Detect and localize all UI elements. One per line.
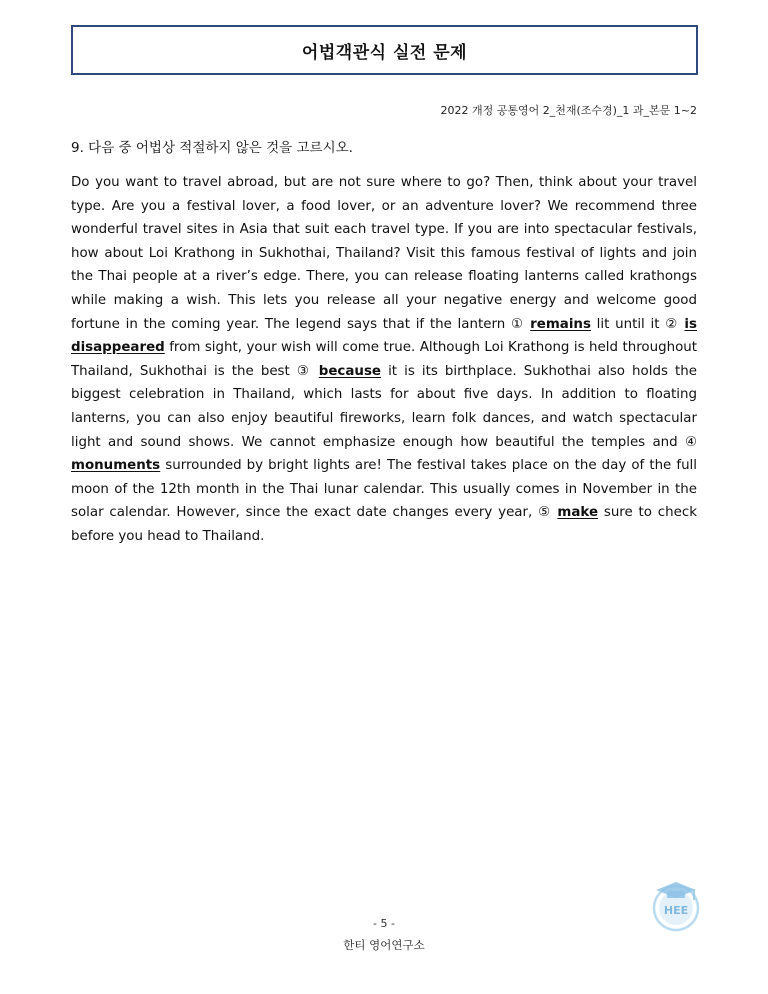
graduation-cap-icon <box>650 878 702 932</box>
question-prompt: 9. 다음 중 어법상 적절하지 않은 것을 고르시오. <box>71 140 353 156</box>
logo-text: HEE <box>663 904 689 917</box>
underlined-choice-3: because <box>318 363 381 379</box>
passage <box>71 171 697 549</box>
underlined-choice-5: make <box>557 505 599 521</box>
passage-text: it is its birthplace. Sukhothai also holds the biggest celebration in Thailand, which lasts for about five days. In addition to floating lanterns, you can also enjoy beautiful fireworks, learn folk dances, and watch spectacular light and sound shows. We cannot emphasize enough how beautiful the temples and <box>71 363 697 450</box>
passage-text: Do you want to travel abroad, but are not sure where to go? Then, think about your travel type. Are you a festival lover, a food lover, or an adventure lover? We recommend three wonderful travel sites in Asia that suit each travel type. If you are into spectacular festivals, how about Loi Krathong in Sukhothai, Thailand? Visit this famous festival of lights and join the Thai people at a river’s edge. There, you can release floating lanterns called krathongs while making a wish. This lets you release all your negative energy and welcome good fortune in the coming year. The legend says that if the lantern <box>71 175 697 332</box>
passage-text: lit until it <box>590 316 666 332</box>
page-title: 어법객관식 실전 문제 <box>301 42 468 63</box>
organization-name: 한티 영어연구소 <box>343 938 425 952</box>
underlined-choice-4: monuments <box>71 458 161 474</box>
title-box <box>71 25 698 75</box>
hee-logo <box>650 878 702 932</box>
page-number: - 5 - <box>373 917 395 930</box>
source-line: 2022 개정 공통영어 2_천재(조수경)_1 과_본문 1~2 <box>440 104 697 117</box>
underlined-choice-1: remains <box>530 316 591 332</box>
underlined-choice-2: is disappeared <box>71 316 697 356</box>
marker-2: ② <box>665 316 679 332</box>
marker-5: ⑤ <box>538 505 552 521</box>
marker-4: ④ <box>684 434 697 450</box>
passage-text: from sight, your wish will come true. Although Loi Krathong is held throughout Thailand, Sukhothai is the best <box>71 340 697 379</box>
marker-1: ① <box>510 316 525 332</box>
passage-text: sure to check before you head to Thailand. <box>71 505 697 544</box>
passage-text: surrounded by bright lights are! The festival takes place on the day of the full moon of the 12th month in the Thai lunar calendar. This usually comes in November in the solar calendar. However, since the exact date changes every year, <box>71 458 697 521</box>
marker-3: ③ <box>296 363 312 379</box>
